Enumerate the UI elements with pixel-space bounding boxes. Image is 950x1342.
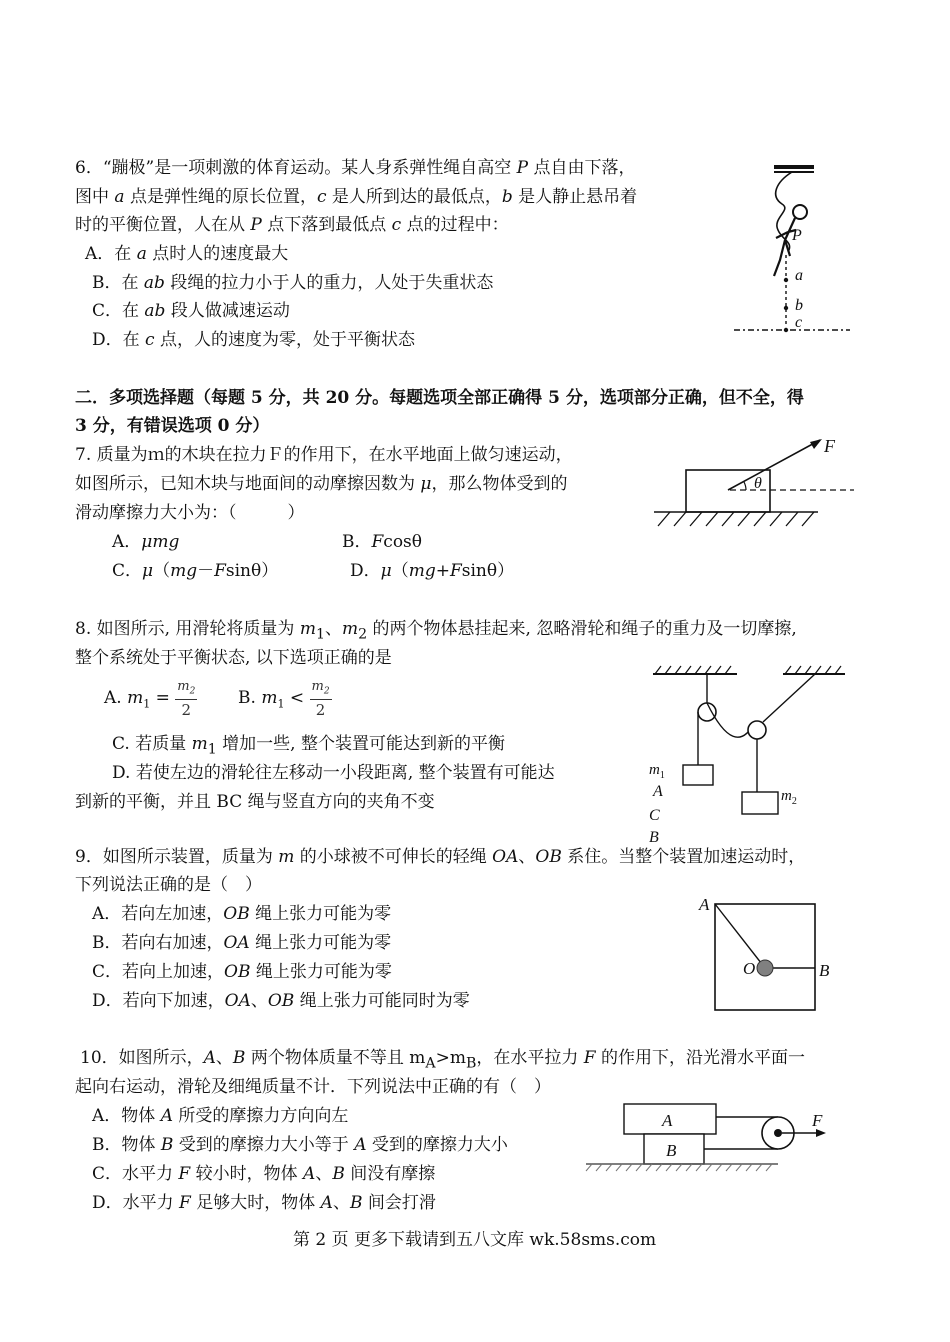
q8-option-b: B. $m_1$ < $\frac{m_2}{2}$ [238,679,330,719]
q8-a-fraction: $\frac{m_2}{2}$ [177,679,196,719]
block-force-figure [650,428,860,532]
ground-hatch [658,512,814,526]
q7-line-2: 如图所示，已知木块与地面间的动摩擦因数为 μ，那么物体受到的 [75,474,568,494]
q10-option-d: D．水平力 F 足够大时，物体 A、B 间会打滑 [92,1193,436,1213]
movable-pulley [748,721,766,739]
q10-option-b: B．物体 B 受到的摩擦力大小等于 A 受到的摩擦力大小 [92,1135,508,1155]
page-footer: 第 2 页 更多下载请到五八文库 wk.58sms.com [293,1230,657,1250]
q7-option-c: C．μ（mg－Fsinθ） [112,561,279,581]
q10-option-a: A．物体 A 所受的摩擦力方向向左 [92,1106,349,1126]
q6-line-3: 时的平衡位置，人在从 P 点下落到最低点 c 点的过程中： [75,215,509,235]
q8-b-fraction: $\frac{m_2}{2}$ [311,679,330,719]
q9-option-c: C．若向上加速，OB 绳上张力可能为零 [92,962,392,982]
force-arrowhead [810,439,822,449]
stacked-blocks-figure [582,1098,832,1178]
q6-line-1: 6．“蹦极”是一项刺激的体育运动。某人身系弹性绳自高空 P 点自由下落， [75,158,636,178]
ball-box-figure [695,892,845,1017]
q6-option-c: C．在 ab 段人做减速运动 [92,301,290,321]
fixed-pulley [698,703,716,721]
point-a [784,278,788,282]
label-c: c [795,314,803,331]
q6-option-d: D．在 c 点，人的速度为零，处于平衡状态 [92,330,415,350]
q7-option-d: D．μ（mg+Fsinθ） [350,561,515,581]
label-C: C [649,807,660,824]
mass-m1 [683,765,713,785]
q6-option-a: A．在 a 点时人的速度最大 [85,244,289,264]
q7-option-a: A．μmg [112,532,180,552]
q8-line-1: 8. 如图所示, 用滑轮将质量为 $m_1$、$m_2$ 的两个物体悬挂起来, 忽略滑轮和绳子的重力及一切摩擦, [75,619,797,643]
q7-option-b: B．Fcosθ [342,532,423,552]
pulley-hub [774,1129,782,1137]
point-b [784,306,788,310]
q8-option-d: D. 若使左边的滑轮往左移动一小段距离, 整个装置有可能达 [112,763,555,783]
mass-m2 [742,792,778,814]
label-b: b [795,297,803,314]
elastic-cord [776,172,792,252]
label-B: B [666,1141,677,1160]
q10-line-1: 10．如图所示，A、B 两个物体质量不等且 $m_A>m_B$，在水平拉力 F 的作用下，沿光滑水平面一 [80,1048,805,1072]
label-F: F [812,1111,823,1130]
q9-line-2: 下列说法正确的是（ ） [75,875,262,895]
label-theta: θ [754,475,762,492]
q8-option-d-cont: 到新的平衡，并且 BC 绳与竖直方向的夹角不变 [75,792,435,812]
force-arrow [728,440,820,490]
q7-line-1: 7. 质量为ｍ的木块在拉力Ｆ的作用下，在水平地面上做匀速运动， [75,445,573,465]
section-2-heading-line-2: 3 分，有错误选项 0 分） [75,416,270,436]
force-arrowhead [816,1129,826,1137]
q8-option-c: C. 若质量 $m_1$ 增加一些, 整个装置可能达到新的平衡 [112,734,505,758]
q10-line-2: 起向右运动，滑轮及细绳质量不计．下列说法中正确的有（ ） [75,1077,551,1097]
rope-to-ceiling [763,674,815,722]
label-F: F [824,436,835,456]
q6-line-2: 图中 a 点是弹性绳的原长位置，c 是人所到达的最低点，b 是人静止悬吊着 [75,187,638,207]
label-m1: $m_1$ [649,762,665,781]
anchor-bar [774,165,814,169]
pulley-figure [645,660,855,846]
q6-option-b: B．在 ab 段绳的拉力小于人的重力，人处于失重状态 [92,273,494,293]
right-ceiling-hatch [785,666,841,674]
q8-option-a: A. $m_1$ = $\frac{m_2}{2}$ [104,679,196,719]
ground-hatch [586,1164,772,1171]
q9-option-b: B．若向右加速，OA 绳上张力可能为零 [92,933,392,953]
q9-option-d: D．若向下加速，OA、OB 绳上张力可能同时为零 [92,991,470,1011]
label-P: P [792,227,802,244]
label-B: B [819,961,830,980]
jumper-head [793,205,807,219]
label-A: A [662,1111,673,1130]
section-2-heading-line-1: 二．多项选择题（每题 5 分，共 20 分。每题选项全部正确得 5 分，选项部分正确，但不全，得 [75,388,804,408]
q8-line-2: 整个系统处于平衡状态, 以下选项正确的是 [75,648,392,668]
label-O: O [743,959,756,978]
bungee-figure [730,160,860,340]
label-m2: $m_2$ [781,788,797,807]
q9-option-a: A．若向左加速，OB 绳上张力可能为零 [92,904,392,924]
label-B: B [649,829,659,846]
label-a: a [795,267,803,284]
q10-option-c: C．水平力 F 较小时，物体 A、B 间没有摩擦 [92,1164,436,1184]
left-ceiling-hatch [655,666,731,674]
q9-line-1: 9．如图所示装置，质量为 m 的小球被不可伸长的轻绳 OA、OB 系住。当整个装置加速运动时， [75,847,806,867]
label-A: A [653,783,663,800]
q7-line-3: 滑动摩擦力大小为：（ ） [75,503,305,523]
label-A: A [699,895,710,914]
box-frame [715,904,815,1010]
ball [757,960,773,976]
